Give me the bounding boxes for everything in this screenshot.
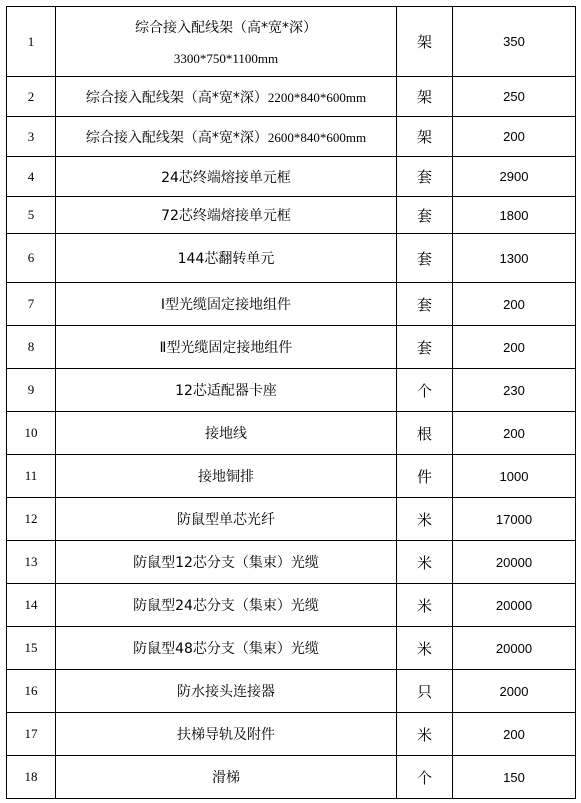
item-name-text: 综合接入配线架（高*宽*深） — [85, 89, 268, 106]
row-number: 5 — [7, 197, 56, 234]
item-name: 防鼠型单芯光纤 — [56, 498, 397, 541]
item-unit: 只 — [397, 670, 453, 713]
item-quantity: 2900 — [453, 157, 576, 197]
item-unit: 件 — [397, 455, 453, 498]
item-unit: 个 — [397, 756, 453, 799]
row-number: 9 — [7, 369, 56, 412]
item-quantity: 20000 — [453, 584, 576, 627]
table-row — [7, 77, 576, 117]
row-number: 14 — [7, 584, 56, 627]
row-number: 12 — [7, 498, 56, 541]
item-name: 24芯终端熔接单元框 — [56, 157, 397, 197]
table-row — [7, 498, 576, 541]
item-quantity: 1300 — [453, 234, 576, 283]
item-name: 防鼠型12芯分支（集束）光缆 — [56, 541, 397, 584]
table-row — [7, 670, 576, 713]
row-number: 18 — [7, 756, 56, 799]
row-number: 2 — [7, 77, 56, 117]
item-quantity: 200 — [453, 283, 576, 326]
item-name — [56, 7, 397, 77]
item-quantity: 17000 — [453, 498, 576, 541]
item-dimensions: 2600*840*600mm — [267, 129, 367, 145]
table-row — [7, 197, 576, 234]
table-row — [7, 584, 576, 627]
item-name: 144芯翻转单元 — [56, 234, 397, 283]
table-row — [7, 7, 576, 77]
item-quantity: 230 — [453, 369, 576, 412]
item-unit: 套 — [397, 326, 453, 369]
item-name-line1: 综合接入配线架（高*宽*深） — [135, 19, 317, 36]
item-name-line2: 3300*750*1100mm — [173, 50, 279, 66]
item-quantity: 200 — [453, 326, 576, 369]
item-quantity: 20000 — [453, 541, 576, 584]
item-unit: 米 — [397, 713, 453, 756]
item-name: 防鼠型24芯分支（集束）光缆 — [56, 584, 397, 627]
item-name: 12芯适配器卡座 — [56, 369, 397, 412]
table-row — [7, 541, 576, 584]
item-unit: 根 — [397, 412, 453, 455]
item-quantity: 250 — [453, 77, 576, 117]
table-row — [7, 756, 576, 799]
table-row — [7, 283, 576, 326]
table-row — [7, 117, 576, 157]
table-row — [7, 157, 576, 197]
item-unit: 架 — [397, 7, 453, 77]
item-quantity: 1000 — [453, 455, 576, 498]
item-unit: 米 — [397, 584, 453, 627]
table-row — [7, 713, 576, 756]
row-number: 6 — [7, 234, 56, 283]
item-quantity: 150 — [453, 756, 576, 799]
item-unit: 套 — [397, 157, 453, 197]
row-number: 7 — [7, 283, 56, 326]
item-unit: 套 — [397, 283, 453, 326]
item-quantity: 350 — [453, 7, 576, 77]
row-number: 4 — [7, 157, 56, 197]
item-quantity: 200 — [453, 117, 576, 157]
item-unit: 套 — [397, 197, 453, 234]
table-row — [7, 412, 576, 455]
row-number: 17 — [7, 713, 56, 756]
table-row — [7, 326, 576, 369]
item-name: 滑梯 — [56, 756, 397, 799]
item-name: 防鼠型48芯分支（集束）光缆 — [56, 627, 397, 670]
item-dimensions: 2200*840*600mm — [267, 89, 367, 105]
item-quantity: 20000 — [453, 627, 576, 670]
item-name: 接地铜排 — [56, 455, 397, 498]
item-name — [56, 77, 397, 117]
item-name: 防水接头连接器 — [56, 670, 397, 713]
item-unit: 套 — [397, 234, 453, 283]
row-number: 13 — [7, 541, 56, 584]
item-quantity: 200 — [453, 412, 576, 455]
item-unit: 米 — [397, 541, 453, 584]
item-unit: 个 — [397, 369, 453, 412]
item-quantity: 1800 — [453, 197, 576, 234]
table-row — [7, 627, 576, 670]
item-unit: 架 — [397, 117, 453, 157]
row-number: 15 — [7, 627, 56, 670]
row-number: 3 — [7, 117, 56, 157]
item-name: 接地线 — [56, 412, 397, 455]
item-name-text: 综合接入配线架（高*宽*深） — [85, 129, 268, 146]
table-row — [7, 455, 576, 498]
materials-table — [6, 6, 576, 799]
item-unit: 架 — [397, 77, 453, 117]
table-row — [7, 369, 576, 412]
row-number: 10 — [7, 412, 56, 455]
row-number: 16 — [7, 670, 56, 713]
item-quantity: 200 — [453, 713, 576, 756]
item-name: Ⅰ型光缆固定接地组件 — [56, 283, 397, 326]
row-number: 11 — [7, 455, 56, 498]
item-name: 扶梯导轨及附件 — [56, 713, 397, 756]
item-quantity: 2000 — [453, 670, 576, 713]
item-name — [56, 117, 397, 157]
item-unit: 米 — [397, 627, 453, 670]
row-number: 8 — [7, 326, 56, 369]
row-number: 1 — [7, 7, 56, 77]
item-unit: 米 — [397, 498, 453, 541]
item-name: 72芯终端熔接单元框 — [56, 197, 397, 234]
item-name: Ⅱ型光缆固定接地组件 — [56, 326, 397, 369]
table-row — [7, 234, 576, 283]
